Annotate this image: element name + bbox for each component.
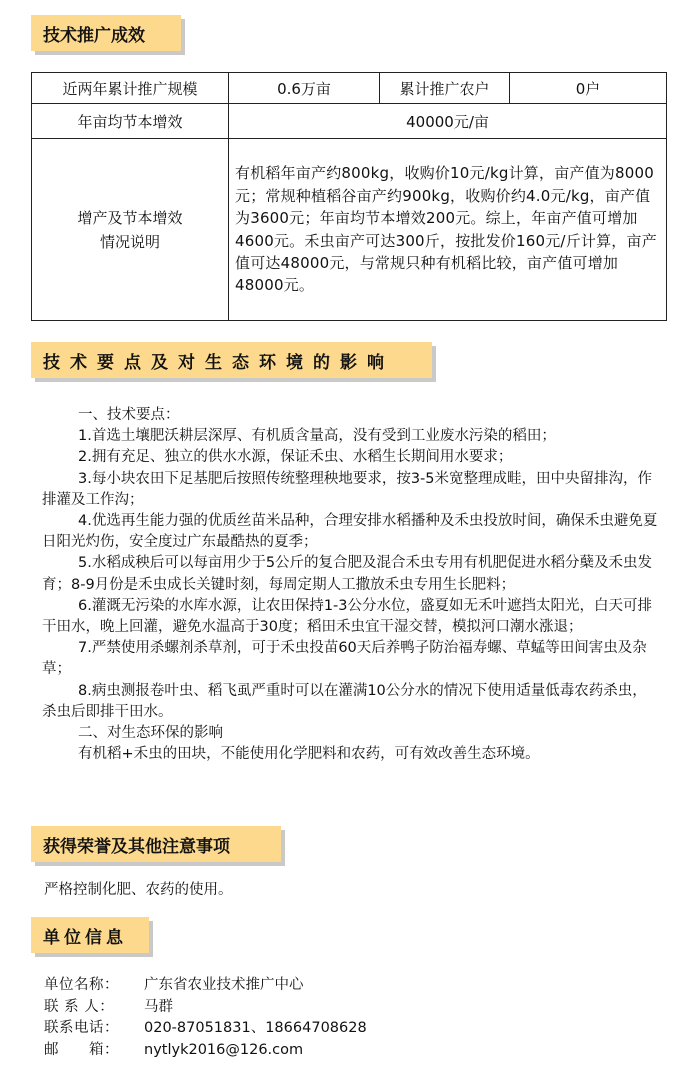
section-header-tech [31, 342, 432, 378]
contact-label: 联 系 人： [44, 998, 115, 1015]
phone-value: 020-87051831、18664708628 [144, 1020, 367, 1036]
list-item: 6.灌溉无污染的水库水源，让农田保持1-3公分水位，盛夏如无禾叶遮挡太阳光，白天可排干田水，晚上回灌，避免水温高于30度；稻田禾虫宜干湿交替，模拟河口潮水涨退； [42, 597, 653, 636]
list-item: 3.每小块农田下足基肥后按照传统整理秧地要求，按3-5米宽整理成畦，田中央留排沟，作排灌及工作沟； [42, 470, 653, 508]
section-header-honor [31, 826, 281, 862]
households-label: 累计推广农户 [380, 73, 510, 104]
list-item: 8.病虫测报卷叶虫、稻飞虱严重时可以在灌满10公分水的情况下使用适量低毒农药杀虫，杀虫后即排干田水。 [42, 682, 647, 720]
phone-label: 联系电话： [44, 1020, 119, 1036]
tech-points [42, 405, 660, 765]
unit-info [44, 975, 367, 1061]
tech-heading-2: 二、对生态环保的影响 [78, 725, 223, 742]
phone-row [44, 1018, 367, 1040]
table-row [32, 73, 667, 104]
contact-value: 马群 [144, 998, 173, 1015]
list-item: 2.拥有充足、独立的供水水源，保证禾虫、水稻生长期间用水要求； [78, 449, 513, 466]
desc-label-line-1: 增产及节本增效 [77, 208, 183, 227]
saving-value: 40000元/亩 [229, 104, 667, 139]
email-row [44, 1040, 367, 1062]
section-header-unit-text: 单位信息 [43, 927, 127, 948]
contact-row [44, 997, 367, 1019]
email-value: nytlyk2016@126.com [144, 1041, 304, 1058]
honor-text: 严格控制化肥、农药的使用。 [44, 882, 233, 898]
unit-name-value: 广东省农业技术推广中心 [144, 977, 304, 993]
scale-value: 0.6万亩 [229, 73, 380, 104]
desc-label [32, 139, 229, 321]
desc-text: 有机稻年亩产约800kg，收购价10元/kg计算，亩产值为8000元；常规种植稻谷亩产约900kg，收购价约4.0元/kg，亩产值为3600元；年亩均节本增效200元。综上，年亩产值可增加4600元。禾虫亩产可达300斤，按批发价160元/斤计算，亩产值可达48000元，与常规只种有机稻比较，亩产值可增加48000元。 [229, 139, 667, 321]
list-item: 1.首选土壤肥沃耕层深厚、有机质含量高，没有受到工业废水污染的稻田； [78, 428, 556, 445]
table-row [32, 104, 667, 139]
section-header-honor-text: 获得荣誉及其他注意事项 [43, 836, 230, 857]
tech-heading-1: 一、技术要点： [78, 407, 180, 423]
effect-table [31, 72, 667, 321]
scale-label: 近两年累计推广规模 [32, 73, 229, 104]
section-header-unit [31, 917, 149, 953]
section-header-effect-text: 技术推广成效 [43, 25, 145, 46]
eco-text: 有机稻+禾虫的田块，不能使用化学肥料和农药，可有效改善生态环境。 [78, 746, 540, 763]
saving-label: 年亩均节本增效 [32, 104, 229, 139]
section-header-effect [31, 15, 181, 51]
section-header-tech-text: 技术要点及对生态环境的影响 [43, 352, 394, 373]
email-label: 邮 箱： [44, 1041, 119, 1058]
list-item: 4.优选再生能力强的优质丝苗米品种，合理安排水稻播种及禾虫投放时间，确保禾虫避免夏日阳光灼伤，安全度过广东最酷热的夏季； [42, 513, 658, 551]
unit-name-label: 单位名称： [44, 977, 119, 993]
desc-label-line-2: 情况说明 [99, 232, 160, 251]
table-row [32, 139, 667, 321]
households-value: 0户 [510, 73, 667, 104]
list-item: 7.严禁使用杀螺剂杀草剂，可于禾虫投苗60天后养鸭子防治福寿螺、草蜢等田间害虫及杂草； [42, 640, 647, 678]
list-item: 5.水稻成秧后可以每亩用少于5公斤的复合肥及混合禾虫专用有机肥促进水稻分蘖及禾虫发育；8-9月份是禾虫成长关键时刻，每周定期人工撒放禾虫专用生长肥料； [42, 555, 653, 593]
unit-name-row [44, 975, 367, 997]
